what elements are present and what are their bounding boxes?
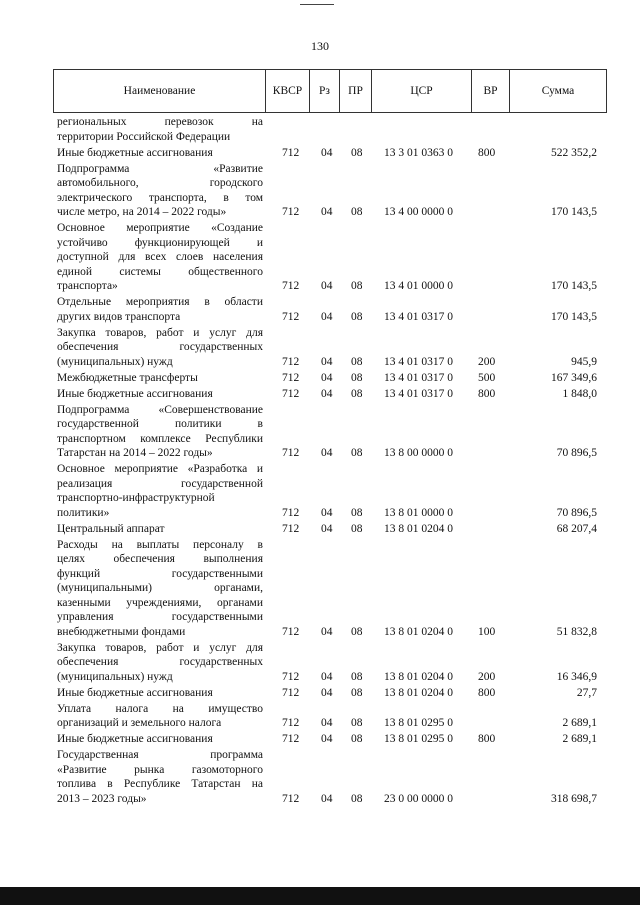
row-pr: 08 xyxy=(351,625,363,638)
row-name-line: транспорта» xyxy=(57,280,118,292)
row-name xyxy=(57,371,263,386)
row-pr: 08 xyxy=(351,447,363,459)
table-row xyxy=(0,162,640,220)
row-vr: 800 xyxy=(478,733,496,745)
row-csr: 13 8 01 0204 0 xyxy=(384,522,453,535)
row-name-line: (муниципальных) нужд xyxy=(57,355,173,368)
row-csr: 13 4 01 0317 0 xyxy=(384,355,453,368)
row-name-line: управления государственными xyxy=(57,611,263,623)
row-rz: 04 xyxy=(321,686,333,699)
row-kvsr: 712 xyxy=(282,146,300,159)
row-rz: 04 xyxy=(321,206,333,218)
row-name-line: функций государственными xyxy=(57,567,263,580)
row-name-line: Иные бюджетные ассигнования xyxy=(57,733,213,745)
row-name-line: (муниципальных) нужд xyxy=(57,670,173,683)
row-pr: 08 xyxy=(351,355,363,368)
row-name-line: Центральный аппарат xyxy=(57,522,165,535)
row-name-line: казенными учреждениями, органами xyxy=(57,596,263,609)
row-kvsr: 712 xyxy=(282,625,300,638)
row-sum: 70 896,5 xyxy=(556,447,597,459)
row-pr: 08 xyxy=(351,387,363,400)
row-kvsr: 712 xyxy=(282,206,300,218)
row-name-line: обеспечения государственных xyxy=(57,341,263,353)
header-kvsr: КВСР xyxy=(265,69,309,113)
row-name-line: политики» xyxy=(57,506,110,519)
table-row xyxy=(0,221,640,294)
row-name-line: Иные бюджетные ассигнования xyxy=(57,146,213,159)
row-pr: 08 xyxy=(351,310,363,323)
row-name-line: единой системы общественного xyxy=(57,265,263,278)
row-name-line: Основное мероприятие «Разработка и xyxy=(57,463,263,475)
row-sum: 68 207,4 xyxy=(556,522,597,535)
row-csr: 13 8 01 0295 0 xyxy=(384,733,453,745)
row-sum: 945,9 xyxy=(571,355,597,368)
row-sum: 2 689,1 xyxy=(562,733,597,745)
table-row xyxy=(0,686,640,701)
row-rz: 04 xyxy=(321,447,333,459)
row-pr: 08 xyxy=(351,670,363,683)
row-name-line: Уплата налога на имущество xyxy=(57,702,263,715)
row-sum: 70 896,5 xyxy=(556,506,597,519)
row-vr: 100 xyxy=(478,625,496,638)
row-csr: 13 4 01 0000 0 xyxy=(384,280,453,292)
row-sum: 16 346,9 xyxy=(556,670,597,683)
row-vr: 800 xyxy=(478,146,496,159)
row-pr: 08 xyxy=(351,522,363,535)
row-kvsr: 712 xyxy=(282,522,300,535)
row-sum: 170 143,5 xyxy=(551,280,597,292)
row-csr: 13 4 01 0317 0 xyxy=(384,310,453,323)
row-csr: 13 4 01 0317 0 xyxy=(384,387,453,400)
table-row xyxy=(0,641,640,685)
row-rz: 04 xyxy=(321,792,333,805)
row-name xyxy=(57,702,263,731)
row-vr: 800 xyxy=(478,387,496,400)
row-name-line: Отдельные мероприятия в области xyxy=(57,296,263,308)
row-name-line: Подпрограмма «Развитие xyxy=(57,162,263,175)
row-name-line: Подпрограмма «Совершенствование xyxy=(57,403,263,416)
row-pr: 08 xyxy=(351,206,363,218)
header-name: Наименование xyxy=(53,69,265,113)
row-kvsr: 712 xyxy=(282,792,300,805)
row-name xyxy=(57,221,263,294)
row-name-line: Татарстан на 2014 – 2022 годы» xyxy=(57,447,213,459)
row-sum: 51 832,8 xyxy=(556,625,597,638)
row-name-line: реализация государственной xyxy=(57,477,263,490)
row-name xyxy=(57,403,263,461)
table-row xyxy=(0,403,640,461)
row-sum: 522 352,2 xyxy=(551,146,597,159)
row-name xyxy=(57,326,263,370)
row-kvsr: 712 xyxy=(282,310,300,323)
row-csr: 13 8 00 0000 0 xyxy=(384,447,453,459)
row-rz: 04 xyxy=(321,371,333,384)
row-name-line: электрического транспорта, в том xyxy=(57,191,263,204)
row-sum: 2 689,1 xyxy=(562,717,597,729)
row-name xyxy=(57,115,263,144)
table-row xyxy=(0,538,640,640)
row-name-line: Основное мероприятие «Создание xyxy=(57,222,263,234)
row-name-line: Иные бюджетные ассигнования xyxy=(57,686,213,699)
row-name-line: других видов транспорта xyxy=(57,310,181,323)
row-rz: 04 xyxy=(321,280,333,292)
row-csr: 13 8 01 0204 0 xyxy=(384,625,453,638)
row-name xyxy=(57,162,263,220)
row-name xyxy=(57,387,263,402)
row-name xyxy=(57,522,263,537)
row-name-line: доступной для всех слоев населения xyxy=(57,251,263,263)
row-name-line: числе метро, на 2014 – 2022 годы» xyxy=(57,206,227,218)
table-row xyxy=(0,326,640,370)
row-name-line: государственной политики в xyxy=(57,418,263,430)
row-kvsr: 712 xyxy=(282,506,300,519)
row-rz: 04 xyxy=(321,506,333,519)
row-pr: 08 xyxy=(351,146,363,159)
table-row xyxy=(0,748,640,806)
row-name-line: 2013 – 2023 годы» xyxy=(57,792,147,805)
row-rz: 04 xyxy=(321,733,333,745)
row-rz: 04 xyxy=(321,387,333,400)
row-pr: 08 xyxy=(351,280,363,292)
row-pr: 08 xyxy=(351,733,363,745)
row-name-line: «Развитие рынка газомоторного xyxy=(57,763,263,776)
table-row xyxy=(0,522,640,537)
row-csr: 13 8 01 0000 0 xyxy=(384,506,453,519)
header-vr: ВР xyxy=(471,69,509,113)
row-csr: 23 0 00 0000 0 xyxy=(384,792,453,805)
row-kvsr: 712 xyxy=(282,686,300,699)
row-name-line: территории Российской Федерации xyxy=(57,130,231,143)
table-header xyxy=(53,69,607,114)
header-csr: ЦСР xyxy=(371,69,471,113)
row-pr: 08 xyxy=(351,506,363,519)
row-sum: 170 143,5 xyxy=(551,206,597,218)
row-vr: 200 xyxy=(478,670,496,683)
row-name-line: Закупка товаров, работ и услуг для xyxy=(57,641,263,654)
page-number: 130 xyxy=(311,39,329,53)
table-row xyxy=(0,462,640,520)
row-kvsr: 712 xyxy=(282,371,300,384)
row-kvsr: 712 xyxy=(282,717,300,729)
row-sum: 27,7 xyxy=(576,686,597,699)
row-vr: 800 xyxy=(478,686,496,699)
header-rz: Рз xyxy=(309,69,339,113)
row-rz: 04 xyxy=(321,355,333,368)
table-row xyxy=(0,702,640,731)
scan-bottom-bar xyxy=(0,887,640,905)
table-row xyxy=(0,371,640,386)
row-name xyxy=(57,641,263,685)
row-name-line: обеспечения государственных xyxy=(57,656,263,668)
row-name-line: Расходы на выплаты персоналу в xyxy=(57,538,263,551)
row-kvsr: 712 xyxy=(282,355,300,368)
row-name-line: Закупка товаров, работ и услуг для xyxy=(57,326,263,339)
row-pr: 08 xyxy=(351,371,363,384)
row-name-line: устойчиво функционирующей и xyxy=(57,236,263,249)
row-name-line: транспортно-инфраструктурной xyxy=(57,492,215,504)
row-csr: 13 3 01 0363 0 xyxy=(384,146,453,159)
row-kvsr: 712 xyxy=(282,670,300,683)
row-name xyxy=(57,748,263,806)
row-csr: 13 8 01 0204 0 xyxy=(384,686,453,699)
row-name-line: региональных перевозок на xyxy=(57,116,263,128)
row-pr: 08 xyxy=(351,792,363,805)
table-row xyxy=(0,295,640,324)
row-name xyxy=(57,538,263,640)
row-name xyxy=(57,146,263,161)
table-row xyxy=(0,146,640,161)
table-row xyxy=(0,115,640,144)
row-rz: 04 xyxy=(321,146,333,159)
header-pr: ПР xyxy=(339,69,371,113)
row-name-line: Иные бюджетные ассигнования xyxy=(57,387,213,400)
row-name-line: внебюджетными фондами xyxy=(57,625,186,638)
row-kvsr: 712 xyxy=(282,387,300,400)
row-kvsr: 712 xyxy=(282,280,300,292)
row-pr: 08 xyxy=(351,686,363,699)
table-row xyxy=(0,732,640,747)
row-rz: 04 xyxy=(321,522,333,535)
row-name-line: организаций и земельного налога xyxy=(57,717,222,729)
row-name xyxy=(57,686,263,701)
row-name-line: транспортном комплексе Республики xyxy=(57,432,263,445)
row-kvsr: 712 xyxy=(282,733,300,745)
row-csr: 13 4 00 0000 0 xyxy=(384,206,453,218)
row-name-line: целях обеспечения выполнения xyxy=(57,553,263,565)
scan-edge-line xyxy=(300,4,334,5)
row-name-line: Межбюджетные трансферты xyxy=(57,371,198,384)
table-row xyxy=(0,387,640,402)
row-rz: 04 xyxy=(321,625,333,638)
row-name xyxy=(57,295,263,324)
row-rz: 04 xyxy=(321,670,333,683)
row-name xyxy=(57,732,263,747)
row-csr: 13 8 01 0204 0 xyxy=(384,670,453,683)
row-sum: 167 349,6 xyxy=(551,371,597,384)
row-pr: 08 xyxy=(351,717,363,729)
row-csr: 13 8 01 0295 0 xyxy=(384,717,453,729)
row-name-line: (муниципальными) органами, xyxy=(57,582,263,594)
row-rz: 04 xyxy=(321,310,333,323)
row-sum: 1 848,0 xyxy=(562,387,597,400)
row-csr: 13 4 01 0317 0 xyxy=(384,371,453,384)
row-name-line: топлива в Республике Татарстан на xyxy=(57,778,263,790)
row-rz: 04 xyxy=(321,717,333,729)
row-kvsr: 712 xyxy=(282,447,300,459)
row-name-line: Государственная программа xyxy=(57,749,263,761)
row-vr: 200 xyxy=(478,355,496,368)
header-sum: Сумма xyxy=(509,69,607,113)
row-name xyxy=(57,462,263,520)
row-name-line: автомобильного, городского xyxy=(57,177,263,189)
row-vr: 500 xyxy=(478,371,496,384)
row-sum: 170 143,5 xyxy=(551,310,597,323)
row-sum: 318 698,7 xyxy=(551,792,597,805)
